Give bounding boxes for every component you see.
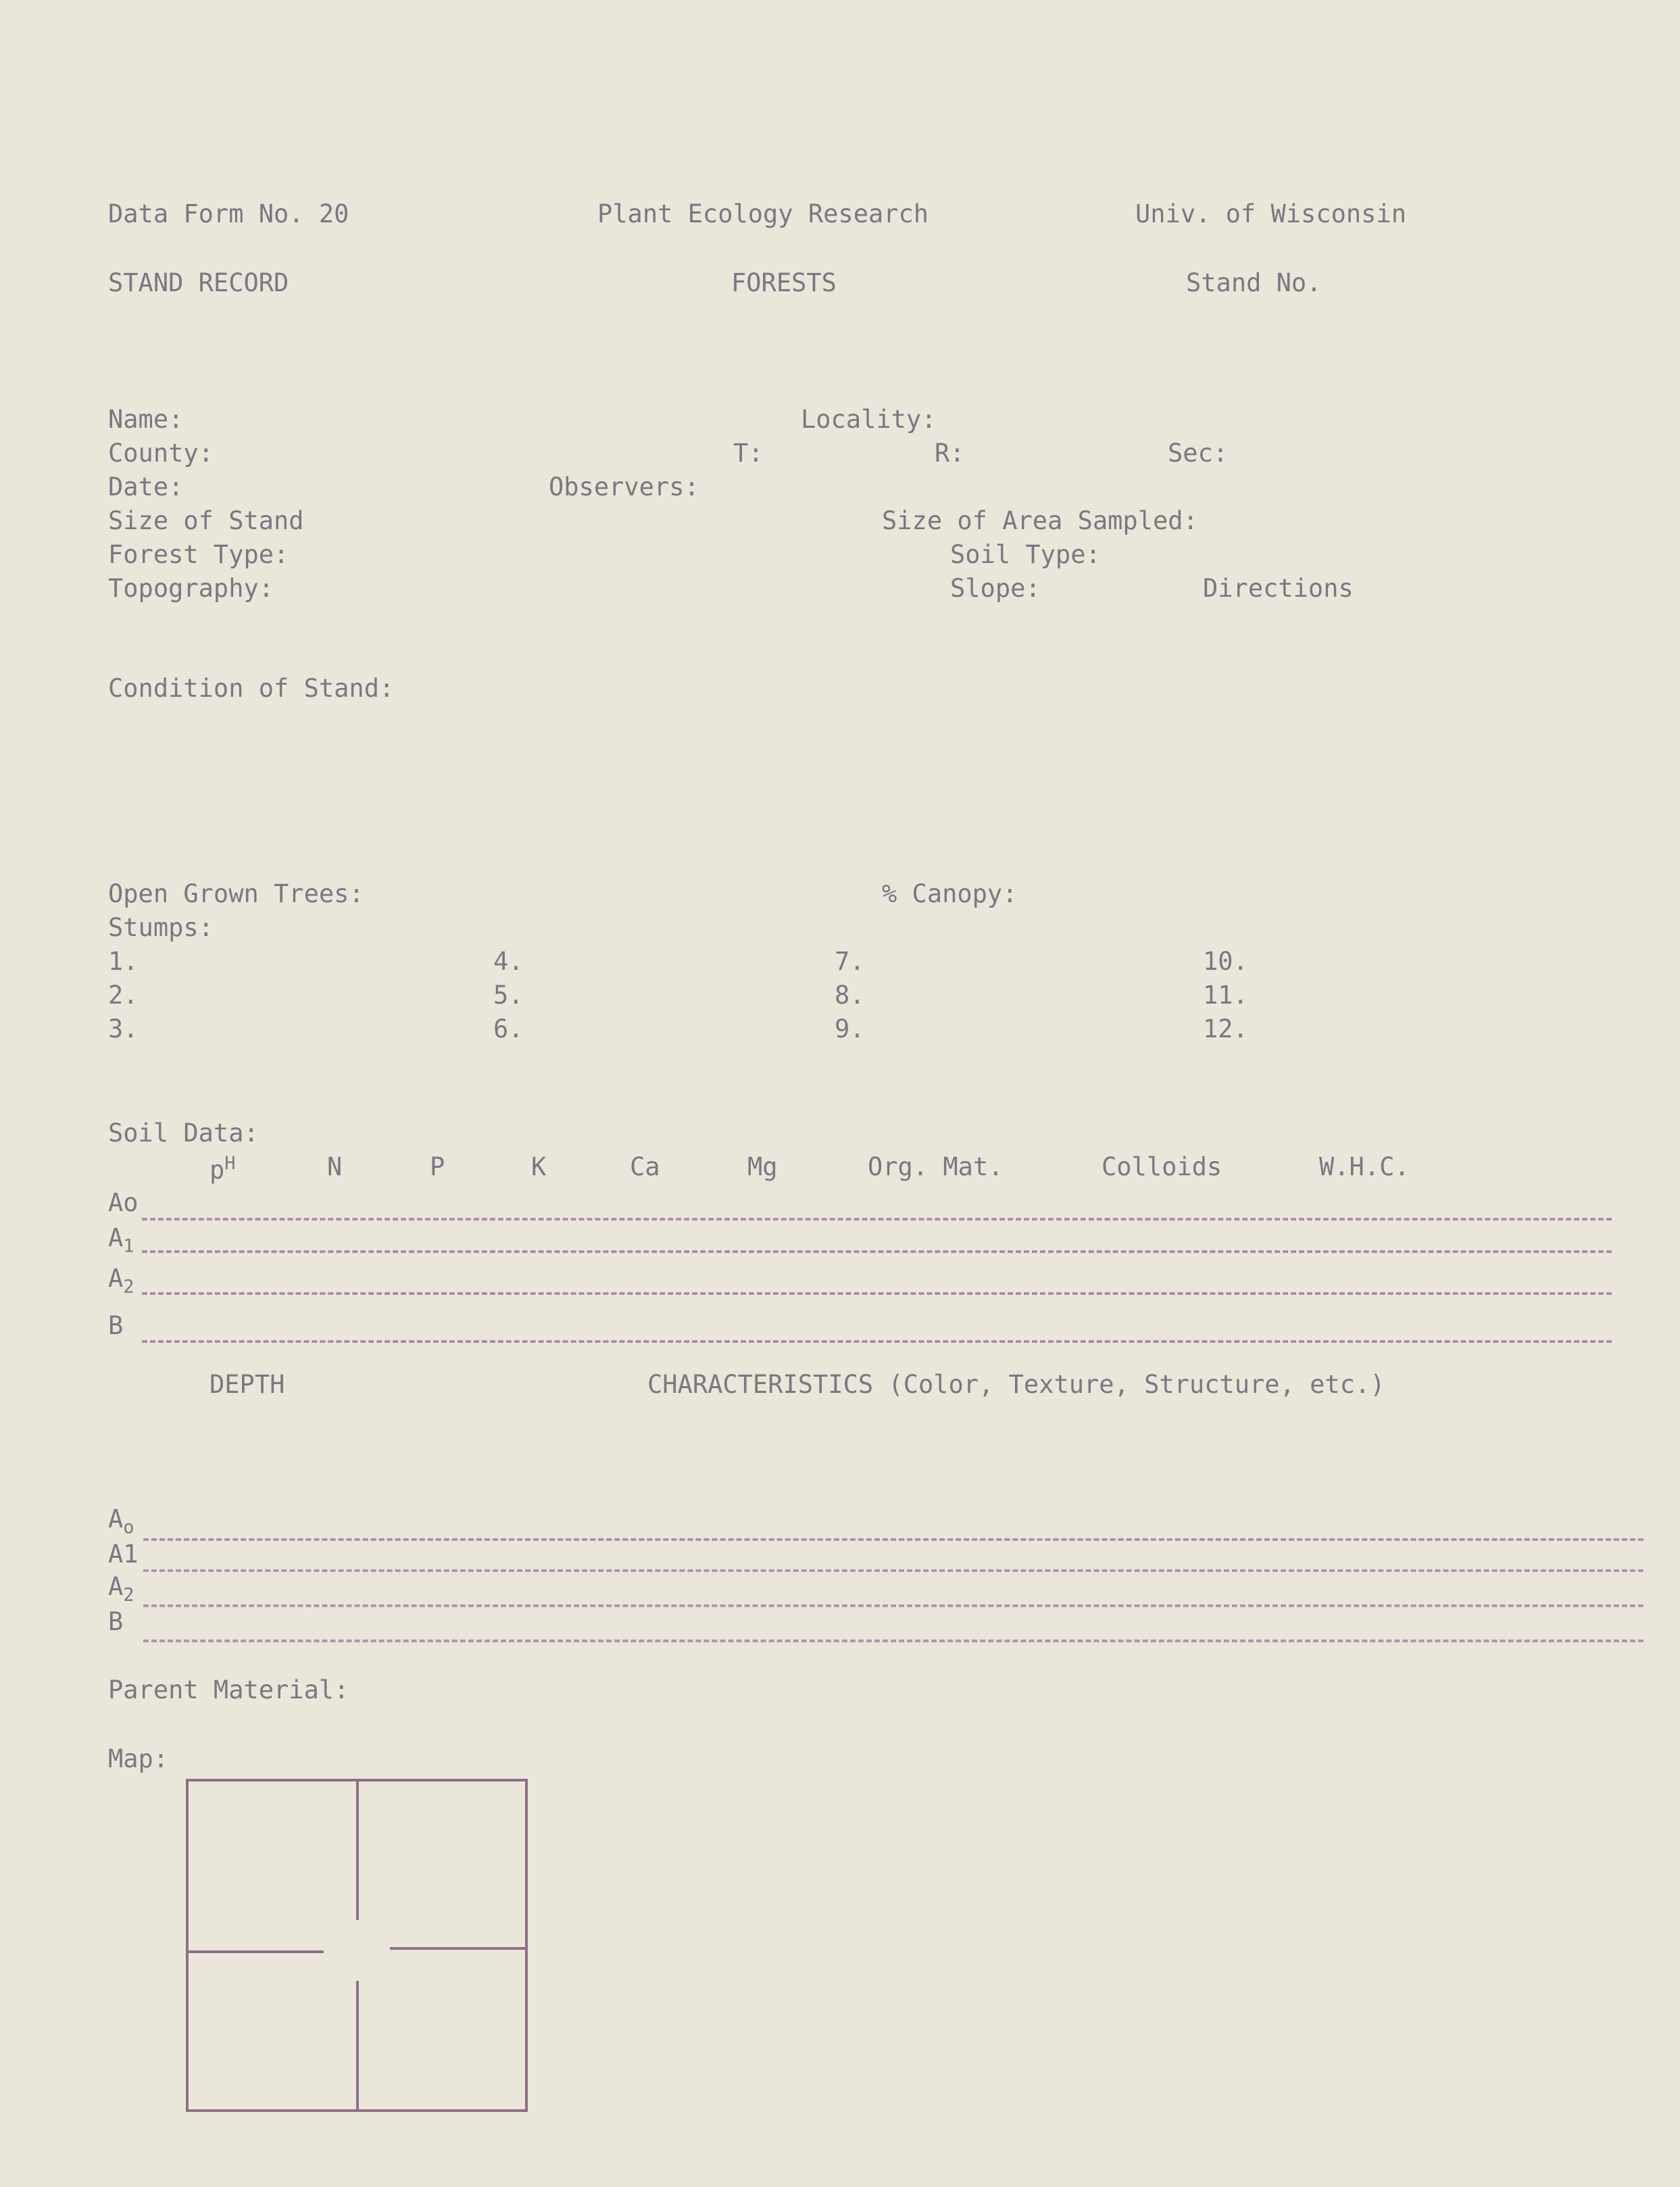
soil-type-label: Soil Type: bbox=[950, 540, 1101, 569]
soil-row-line bbox=[142, 1340, 1612, 1343]
stump-number: 9. bbox=[835, 1014, 865, 1043]
township-label: T: bbox=[733, 439, 764, 468]
stump-number: 4. bbox=[493, 947, 524, 976]
stump-number: 1. bbox=[108, 947, 139, 976]
soil-row-line bbox=[142, 1218, 1612, 1221]
soil-col-p: P bbox=[430, 1152, 445, 1181]
section-map-box bbox=[186, 1779, 528, 2112]
soil-row-label: Ao bbox=[108, 1188, 139, 1217]
stand-record-title: STAND RECORD bbox=[108, 268, 289, 297]
map-divider bbox=[356, 1981, 359, 2109]
stump-number: 5. bbox=[493, 981, 524, 1010]
stand-number-label: Stand No. bbox=[1186, 268, 1322, 297]
soil-col-ca: Ca bbox=[630, 1152, 660, 1181]
stump-number: 10. bbox=[1203, 947, 1248, 976]
range-label: R: bbox=[935, 439, 965, 468]
soil-row-line bbox=[142, 1292, 1612, 1295]
form-institution: Univ. of Wisconsin bbox=[1135, 199, 1406, 228]
form-number: Data Form No. 20 bbox=[108, 199, 349, 228]
open-grown-trees-label: Open Grown Trees: bbox=[108, 879, 364, 908]
soil-col-k: K bbox=[531, 1152, 547, 1181]
char-row-line bbox=[143, 1640, 1644, 1642]
stump-number: 8. bbox=[835, 981, 865, 1010]
name-label: Name: bbox=[108, 405, 184, 434]
stump-number: 7. bbox=[835, 947, 865, 976]
size-of-area-label: Size of Area Sampled: bbox=[882, 506, 1198, 535]
char-row-line bbox=[143, 1538, 1644, 1541]
stump-number: 11. bbox=[1203, 981, 1248, 1010]
forests-title: FORESTS bbox=[731, 268, 837, 297]
map-divider bbox=[356, 1781, 359, 1920]
soil-col-mg: Mg bbox=[747, 1152, 778, 1181]
stumps-label: Stumps: bbox=[108, 913, 214, 942]
map-label: Map: bbox=[108, 1744, 169, 1773]
soil-col-colloids: Colloids bbox=[1102, 1152, 1222, 1181]
soil-col-ph: $p^H$ bbox=[209, 1153, 236, 1185]
stump-number: 6. bbox=[493, 1014, 524, 1043]
section-label: Sec: bbox=[1168, 439, 1229, 468]
forest-type-label: Forest Type: bbox=[108, 540, 289, 569]
slope-label: Slope: bbox=[950, 574, 1041, 603]
topography-label: Topography: bbox=[108, 574, 274, 603]
size-of-stand-label: Size of Stand bbox=[108, 506, 304, 535]
soil-row-label: $A_2$ bbox=[108, 1264, 134, 1298]
char-row-label: $A_2$ bbox=[108, 1572, 134, 1606]
char-row-label: $A_o$ bbox=[108, 1504, 134, 1538]
char-row-line bbox=[143, 1569, 1644, 1572]
county-label: County: bbox=[108, 439, 214, 468]
char-row-label: A1 bbox=[108, 1540, 139, 1569]
soil-col-n: N bbox=[327, 1152, 343, 1181]
observers-label: Observers: bbox=[549, 472, 699, 501]
soil-row-label: B bbox=[108, 1311, 124, 1340]
map-divider bbox=[390, 1947, 525, 1950]
locality-label: Locality: bbox=[801, 405, 937, 434]
soil-data-title: Soil Data: bbox=[108, 1119, 259, 1148]
map-divider bbox=[189, 1950, 324, 1953]
form-center-title: Plant Ecology Research bbox=[597, 199, 929, 228]
canopy-label: % Canopy: bbox=[882, 879, 1018, 908]
stump-number: 3. bbox=[108, 1014, 139, 1043]
soil-row-label: $A_1$ bbox=[108, 1223, 134, 1257]
condition-of-stand-label: Condition of Stand: bbox=[108, 674, 395, 703]
char-row-line bbox=[143, 1604, 1644, 1607]
depth-label: DEPTH bbox=[209, 1370, 285, 1399]
soil-col-org-mat: Org. Mat. bbox=[868, 1152, 1004, 1181]
soil-row-line bbox=[142, 1250, 1612, 1253]
parent-material-label: Parent Material: bbox=[108, 1675, 349, 1704]
stump-number: 2. bbox=[108, 981, 139, 1010]
directions-label: Directions bbox=[1203, 574, 1354, 603]
char-row-label: B bbox=[108, 1607, 124, 1636]
soil-col-whc: W.H.C. bbox=[1319, 1152, 1410, 1181]
characteristics-label: CHARACTERISTICS (Color, Texture, Structure, etc.) bbox=[647, 1370, 1385, 1399]
stump-number: 12. bbox=[1203, 1014, 1248, 1043]
date-label: Date: bbox=[108, 472, 184, 501]
